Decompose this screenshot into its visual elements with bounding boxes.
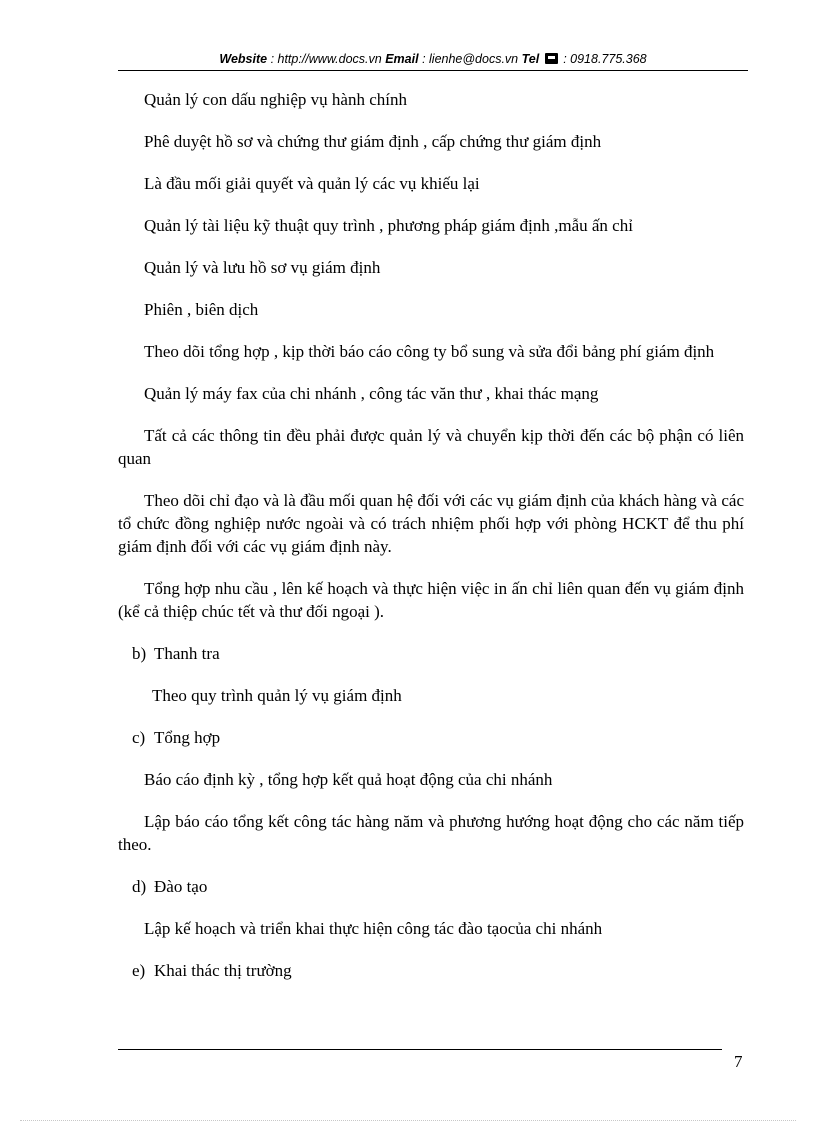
section-b-text: Theo quy trình quản lý vụ giám định: [152, 686, 402, 705]
section-mark: d): [132, 877, 147, 896]
section-heading-c: [118, 726, 744, 749]
section-title: Tổng hợp: [154, 728, 221, 747]
website-value[interactable]: : http://www.docs.vn: [270, 52, 382, 66]
paragraph-11: Tổng hợp nhu cầu , lên kế hoạch và thực hiện việc in ấn chỉ liên quan đến vụ giám định (kể cả thiệp chúc tết và thư đối ngoại ).: [118, 579, 744, 621]
section-title: Thanh tra: [154, 644, 220, 663]
paragraph-9: Tất cả các thông tin đều phải được quản lý và chuyển kịp thời đến các bộ phận có liên quan: [118, 426, 744, 468]
document-body: [118, 88, 744, 1001]
section-d-text: Lập kế hoạch và triển khai thực hiện công tác đào tạocủa chi nhánh: [144, 919, 603, 938]
phone-icon: [545, 53, 558, 64]
section-mark: c): [132, 728, 146, 747]
header-divider: [118, 70, 748, 71]
section-mark: e): [132, 961, 146, 980]
email-value[interactable]: : lienhe@docs.vn: [422, 52, 519, 66]
page-header: [118, 50, 748, 68]
section-title: Đào tạo: [154, 877, 208, 896]
paragraph-8: Quản lý máy fax của chi nhánh , công tác văn thư , khai thác mạng: [144, 384, 599, 403]
section-heading-b: [118, 642, 744, 665]
paragraph-7: Theo dõi tổng hợp , kịp thời báo cáo công ty bổ sung và sửa đổi bảng phí giám định: [144, 342, 715, 361]
section-heading-e: [118, 959, 744, 982]
paragraph-6: Phiên , biên dịch: [144, 300, 259, 319]
section-title: Khai thác thị trường: [154, 961, 292, 980]
paragraph-1: Quản lý con dấu nghiệp vụ hành chính: [144, 90, 407, 109]
paragraph-10: Theo dõi chỉ đạo và là đầu mối quan hệ đối với các vụ giám định của khách hàng và các tổ chức đồng nghiệp nước ngoài và có trách nhiệm phối hợp với phòng HCKT để thu phí giám định đối với các vụ giám định này.: [118, 491, 744, 556]
paragraph-5: Quản lý và lưu hồ sơ vụ giám định: [144, 258, 381, 277]
page-bottom-edge: [20, 1120, 796, 1121]
page-number: 7: [734, 1052, 743, 1071]
paragraph-2: Phê duyệt hồ sơ và chứng thư giám định , cấp chứng thư giám định: [144, 132, 602, 151]
email-label: Email: [385, 52, 419, 66]
section-heading-d: [118, 875, 744, 898]
section-c-text-1: Báo cáo định kỳ , tổng hợp kết quả hoạt động của chi nhánh: [144, 770, 553, 789]
tel-value: : 0918.775.368: [563, 52, 647, 66]
paragraph-3: Là đầu mối giải quyết và quản lý các vụ khiếu lại: [144, 174, 480, 193]
section-c-text-2: Lập báo cáo tổng kết công tác hàng năm và phương hướng hoạt động cho các năm tiếp theo.: [118, 812, 744, 854]
paragraph-4: Quản lý tài liệu kỹ thuật quy trình , phương pháp giám định ,mẫu ấn chỉ: [144, 216, 633, 235]
tel-label: Tel: [521, 52, 540, 66]
footer-divider: [118, 1049, 722, 1050]
section-mark: b): [132, 644, 147, 663]
website-label: Website: [219, 52, 268, 66]
